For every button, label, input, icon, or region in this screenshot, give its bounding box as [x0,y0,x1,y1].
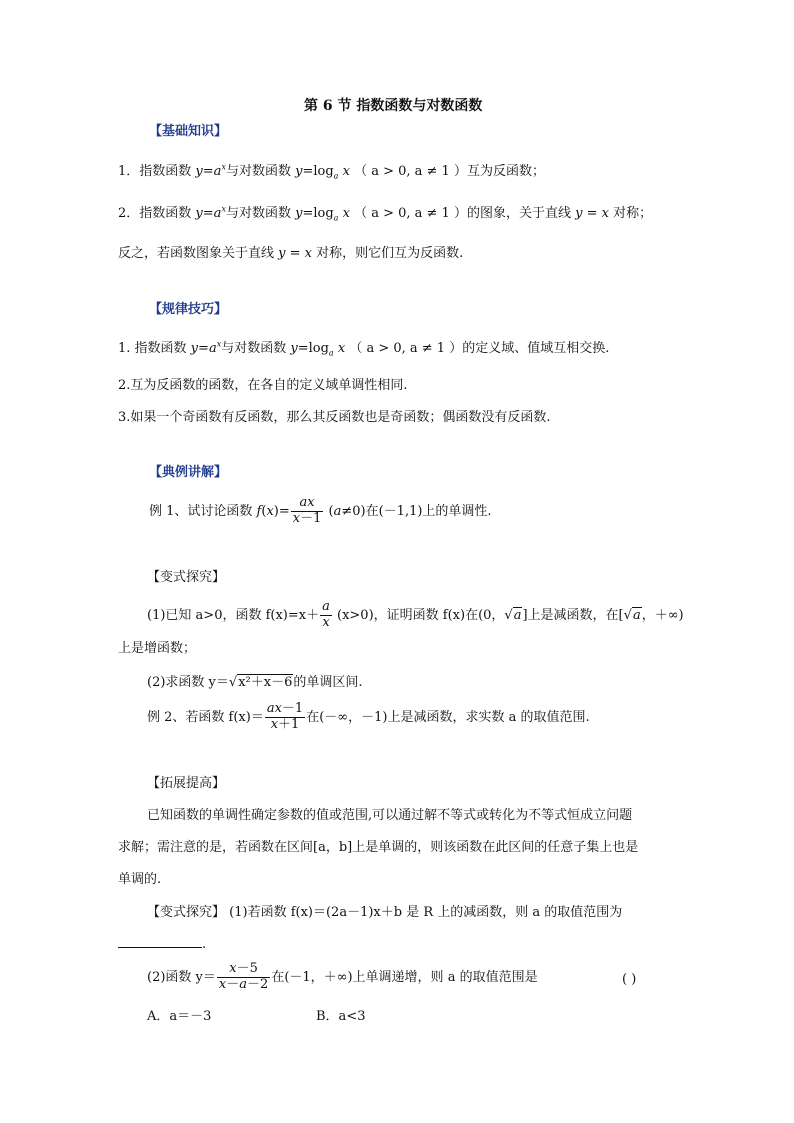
example-2: 例 2、若函数 f(x)＝ $\frac{ax-1}{x+1}$ 在(－∞，－1)上是减函数，求实数 a 的取值范围. [147,701,590,732]
rules-item-2: 2.互为反函数的函数，在各自的定义域单调性相同. [118,378,408,393]
section-variant-heading: 【变式探究】 [147,570,226,585]
extend-line-1: 已知函数的单调性确定参数的值或范围,可以通过解不等式或转化为不等式恒成立问题 [147,808,633,823]
example-1: 例 1、试讨论函数 f(x)= $\frac{ax}{x-1}$ (a≠0)在(－1,1)上的单调性. [149,495,492,526]
extend-line-3: 单调的. [118,872,162,887]
variant2-q2: (2)函数 y＝ $\frac{x-5}{x-a-2}$ 在(－1，＋∞)上单调递增，则 a 的取值范围是 [147,961,538,992]
extend-line-2: 求解；需注意的是，若函数在区间[a，b]上是单调的，则该函数在此区间的任意子集上也是 [118,840,639,855]
fraction-a-over-x: $\frac{a}{x}$ [322,599,330,630]
section-examples-heading: 【典例讲解】 [149,465,228,480]
answer-blank[interactable] [118,935,202,948]
variant-q1-continued: 上是增函数； [118,641,197,656]
option-a[interactable]: A．a＝－3 [147,1009,212,1024]
variant-q2: (2)求函数 y＝√x²＋x－6的单调区间. [147,675,363,690]
fraction-ax-over-x-minus-1: $\frac{ax}{x-1}$ [292,495,322,526]
variant2-q1: 【变式探究】 (1)若函数 f(x)＝(2a－1)x＋b 是 R 上的减函数，则 a 的取值范围为 [147,905,623,920]
answer-paren: ( ) [622,972,637,987]
variant2-q1-blank: . [118,935,206,953]
section-rules-heading: 【规律技巧】 [149,302,228,317]
fraction-x-minus-5-over-x-minus-a-minus-2: $\frac{x-5}{x-a-2}$ [218,961,269,992]
rules-item-3: 3.如果一个奇函数有反函数，那么其反函数也是奇函数；偶函数没有反函数. [118,410,551,425]
section-extend-heading: 【拓展提高】 [147,776,226,791]
section-basic-heading: 【基础知识】 [149,124,228,139]
basic-item-2-continued: 反之，若函数图象关于直线 y = x 对称，则它们互为反函数. [118,246,464,261]
fraction-ax-minus-1-over-x-plus-1: $\frac{ax-1}{x+1}$ [266,701,304,732]
rules-item-1: 1. 指数函数 $y=a^x$与对数函数 $y=\log_a$ x （ a > 0, a ≠ 1 ）的定义域、值域互相交换. [118,339,610,358]
variant-q1: (1)已知 a>0，函数 f(x)=x＋ $\frac{a}{x}$ (x>0)，证明函数 f(x)在(0，√a]上是减函数，在[√a，＋∞) [147,599,684,630]
basic-item-2: 2．指数函数 $y=a^x$与对数函数 $y=\log_a$ x （ a > 0, a ≠ 1 ）的图象，关于直线 y = x 对称； [118,204,653,223]
option-b[interactable]: B．a<3 [316,1009,366,1024]
basic-item-1: 1．指数函数 $y=a^x$与对数函数 $y=\log_a$ x （ a > 0, a ≠ 1 ）互为反函数； [118,162,545,181]
page-title: 第 6 节 指数函数与对数函数 [304,98,483,114]
